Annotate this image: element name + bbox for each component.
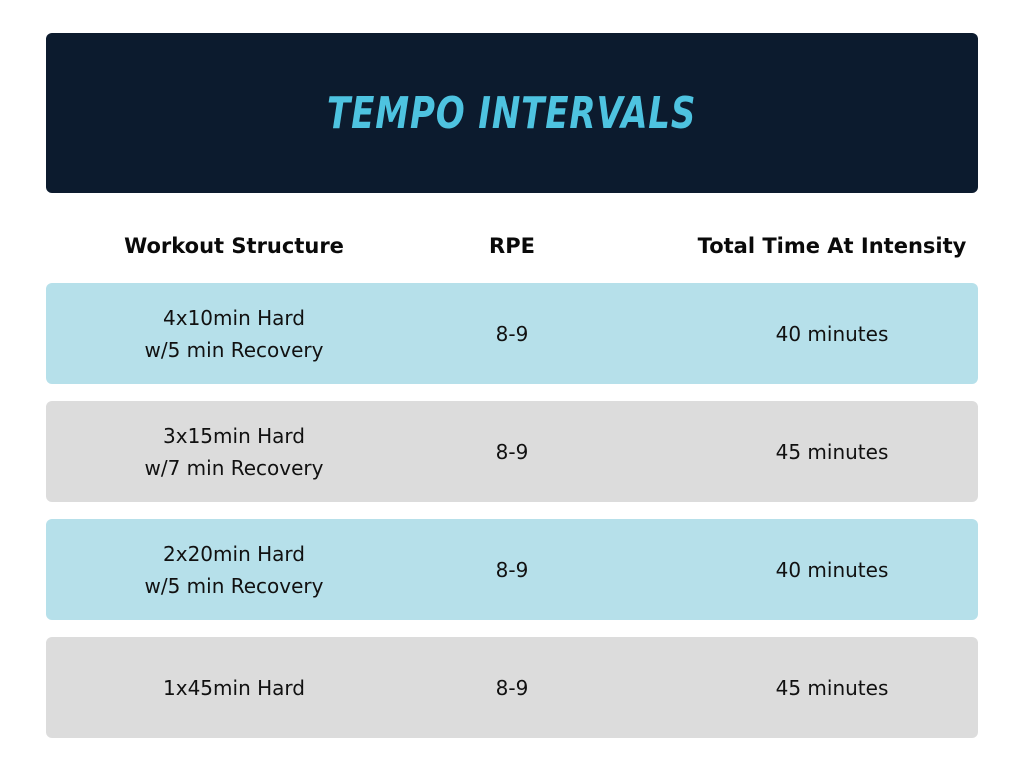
- workout-structure-cell: [96, 401, 372, 502]
- recovery-line: w/5 min Recovery: [144, 337, 324, 362]
- recovery-line: w/7 min Recovery: [144, 455, 324, 480]
- structure-line: 2x20min Hard: [163, 541, 305, 566]
- table-header: [46, 228, 978, 264]
- total-time-cell: 40 minutes: [775, 557, 889, 582]
- column-header-workout-structure: Workout Structure: [124, 234, 344, 258]
- table-body: [46, 283, 978, 755]
- structure-line: 3x15min Hard: [163, 423, 305, 448]
- total-time-cell: 40 minutes: [775, 321, 889, 346]
- structure-line: 4x10min Hard: [163, 305, 305, 330]
- structure-line: 1x45min Hard: [163, 675, 305, 700]
- rpe-cell: 8-9: [495, 439, 529, 464]
- table-row: [46, 283, 978, 384]
- workout-structure-cell: [96, 283, 372, 384]
- column-header-total-time: Total Time At Intensity: [697, 234, 967, 258]
- total-time-cell: 45 minutes: [775, 439, 889, 464]
- table-row: [46, 401, 978, 502]
- title-banner: [46, 33, 978, 193]
- column-header-rpe: RPE: [489, 234, 535, 258]
- table-row: [46, 637, 978, 738]
- recovery-line: w/5 min Recovery: [144, 573, 324, 598]
- table-row: [46, 519, 978, 620]
- total-time-cell: 45 minutes: [775, 675, 889, 700]
- rpe-cell: 8-9: [495, 321, 529, 346]
- workout-structure-cell: [96, 519, 372, 620]
- rpe-cell: 8-9: [495, 675, 529, 700]
- workout-structure-cell: [96, 637, 372, 738]
- page-title: TEMPO INTERVALS: [327, 87, 697, 139]
- rpe-cell: 8-9: [495, 557, 529, 582]
